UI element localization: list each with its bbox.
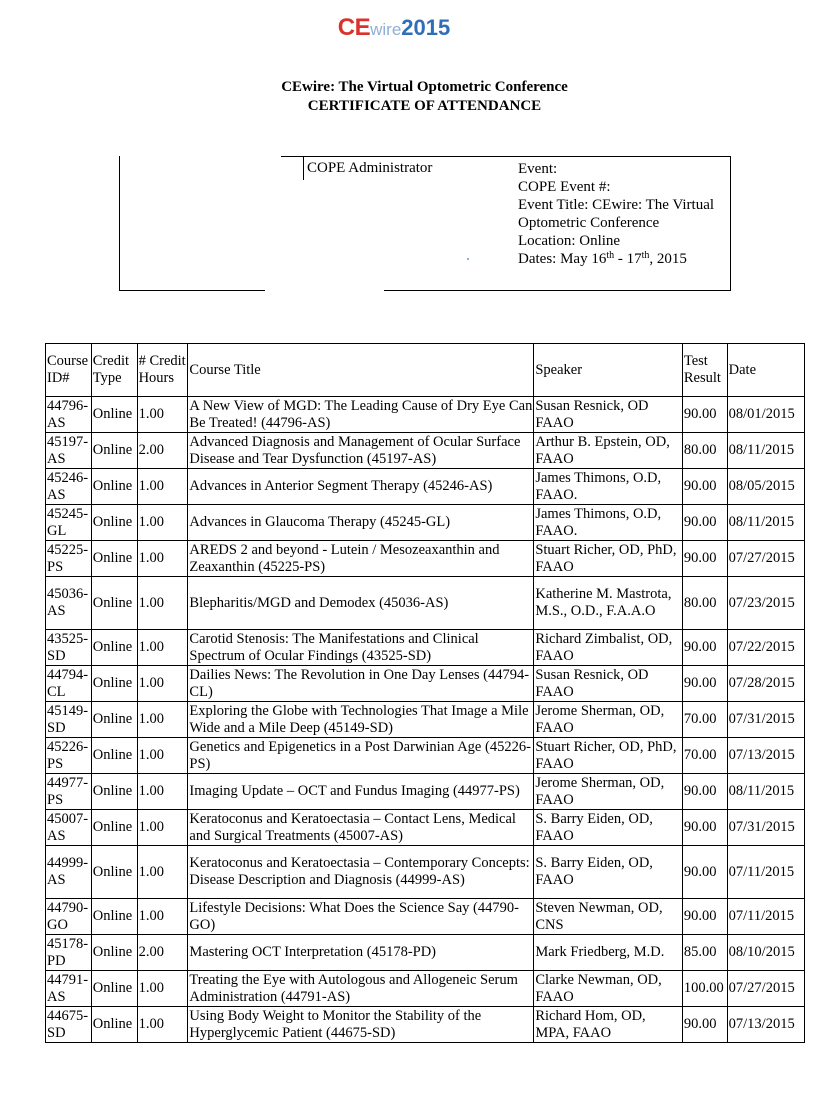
box-border [119,156,120,291]
header-test-result: Test Result [682,344,727,397]
speaker-cell: S. Barry Eiden, OD, FAAO [534,810,683,846]
course-id-cell: 44791-AS [46,971,92,1007]
speaker-cell: Arthur B. Epstein, OD, FAAO [534,433,683,469]
table-row [46,810,805,846]
table-row [46,577,805,630]
course-title-cell: Keratoconus and Keratoectasia – Contemporary Concepts: Disease Description and Diagnosis (44999-AS) [188,846,534,899]
header-course-id: Course ID# [46,344,92,397]
course-title-cell: Genetics and Epigenetics in a Post Darwinian Age (45226-PS) [188,738,534,774]
course-id-cell: 45246-AS [46,469,92,505]
dates-mid: - 17 [614,251,642,267]
table-row [46,899,805,935]
credit-hours-cell: 1.00 [137,541,188,577]
table-row [46,397,805,433]
credit-hours-cell: 1.00 [137,577,188,630]
course-title-cell: Keratoconus and Keratoectasia – Contact Lens, Medical and Surgical Treatments (45007-AS) [188,810,534,846]
logo-ce: CE [337,14,371,41]
dates-sup: th [641,250,650,261]
course-id-cell: 44675-SD [46,1007,92,1043]
test-result-cell: 85.00 [682,935,727,971]
credit-type-cell: Online [91,469,137,505]
course-id-cell: 45197-AS [46,433,92,469]
conference-title: CEwire: The Virtual Optometric Conference [281,79,568,95]
event-title: Event Title: CEwire: The Virtual Optometric Conference [518,197,715,231]
speaker-cell: Clarke Newman, OD, FAAO [534,971,683,1007]
credit-hours-cell: 1.00 [137,810,188,846]
credit-hours-cell: 2.00 [137,433,188,469]
dates-prefix: Dates: May 16 [518,251,607,267]
course-id-cell: 44796-AS [46,397,92,433]
credit-hours-cell: 1.00 [137,702,188,738]
box-border [730,156,731,291]
course-title-cell: Treating the Eye with Autologous and Allogeneic Serum Administration (44791-AS) [188,971,534,1007]
credit-type-cell: Online [91,774,137,810]
credit-hours-cell: 1.00 [137,505,188,541]
table-row [46,666,805,702]
test-result-cell: 70.00 [682,702,727,738]
course-title-cell: Carotid Stenosis: The Manifestations and Clinical Spectrum of Ocular Findings (43525-SD) [188,630,534,666]
course-id-cell: 45036-AS [46,577,92,630]
certificate-title: CERTIFICATE OF ATTENDANCE [307,98,542,114]
credit-hours-cell: 1.00 [137,1007,188,1043]
course-id-cell: 45226-PS [46,738,92,774]
date-cell: 07/31/2015 [727,810,804,846]
course-title-cell: Advanced Diagnosis and Management of Ocular Surface Disease and Tear Dysfunction (45197-AS) [188,433,534,469]
credit-type-cell: Online [91,666,137,702]
credit-hours-cell: 2.00 [137,935,188,971]
course-title-cell: Mastering OCT Interpretation (45178-PD) [188,935,534,971]
course-title-cell: Imaging Update – OCT and Fundus Imaging (44977-PS) [188,774,534,810]
table-row [46,469,805,505]
event-location: Location: Online [518,233,621,249]
header-date: Date [727,344,804,397]
header-course-title: Course Title [188,344,534,397]
credit-hours-cell: 1.00 [137,630,188,666]
date-cell: 07/23/2015 [727,577,804,630]
date-cell: 07/31/2015 [727,702,804,738]
course-id-cell: 45149-SD [46,702,92,738]
test-result-cell: 90.00 [682,630,727,666]
course-id-cell: 45178-PD [46,935,92,971]
speaker-cell: Stuart Richer, OD, PhD, FAAO [534,541,683,577]
course-id-cell: 45225-PS [46,541,92,577]
event-details [518,160,728,268]
speaker-cell: Katherine M. Mastrota, M.S., O.D., F.A.A.O [534,577,683,630]
speaker-cell: Susan Resnick, OD FAAO [534,666,683,702]
credit-type-cell: Online [91,738,137,774]
speaker-cell: Richard Zimbalist, OD, FAAO [534,630,683,666]
credit-type-cell: Online [91,541,137,577]
credit-hours-cell: 1.00 [137,899,188,935]
test-result-cell: 90.00 [682,397,727,433]
credit-type-cell: Online [91,702,137,738]
certificate-header [0,78,821,116]
cope-event-label: COPE Event #: [518,179,611,195]
table-row [46,630,805,666]
table-row [46,702,805,738]
table-row [46,1007,805,1043]
test-result-cell: 90.00 [682,774,727,810]
credit-type-cell: Online [91,577,137,630]
test-result-cell: 90.00 [682,469,727,505]
date-cell: 08/11/2015 [727,505,804,541]
credit-hours-cell: 1.00 [137,469,188,505]
credit-hours-cell: 1.00 [137,666,188,702]
test-result-cell: 90.00 [682,846,727,899]
date-cell: 08/10/2015 [727,935,804,971]
course-id-cell: 43525-SD [46,630,92,666]
table-header-row [46,344,805,397]
box-border [384,290,731,291]
credit-type-cell: Online [91,810,137,846]
credit-type-cell: Online [91,397,137,433]
speaker-cell: Susan Resnick, OD FAAO [534,397,683,433]
speaker-cell: James Thimons, O.D, FAAO. [534,469,683,505]
header-speaker: Speaker [534,344,683,397]
course-title-cell: Advances in Anterior Segment Therapy (45246-AS) [188,469,534,505]
table-row [46,738,805,774]
course-id-cell: 45007-AS [46,810,92,846]
table-row [46,846,805,899]
speaker-cell: Jerome Sherman, OD, FAAO [534,702,683,738]
cewire-2015-logo [0,14,788,42]
table-row [46,433,805,469]
event-info-box [119,156,731,291]
date-cell: 07/13/2015 [727,1007,804,1043]
course-rows [46,397,805,1043]
credit-hours-cell: 1.00 [137,397,188,433]
date-cell: 08/01/2015 [727,397,804,433]
test-result-cell: 80.00 [682,433,727,469]
test-result-cell: 90.00 [682,666,727,702]
date-cell: 07/22/2015 [727,630,804,666]
logo-wire: wire [370,20,402,39]
test-result-cell: 80.00 [682,577,727,630]
date-cell: 07/11/2015 [727,846,804,899]
credit-hours-cell: 1.00 [137,738,188,774]
credit-type-cell: Online [91,505,137,541]
test-result-cell: 90.00 [682,810,727,846]
credit-type-cell: Online [91,846,137,899]
course-id-cell: 44977-PS [46,774,92,810]
test-result-cell: 70.00 [682,738,727,774]
credit-type-cell: Online [91,433,137,469]
decorative-dot [467,258,469,260]
date-cell: 07/13/2015 [727,738,804,774]
speaker-cell: Jerome Sherman, OD, FAAO [534,774,683,810]
box-border [303,156,304,180]
credit-type-cell: Online [91,630,137,666]
test-result-cell: 90.00 [682,541,727,577]
courses-table [45,343,805,1043]
date-cell: 08/11/2015 [727,774,804,810]
speaker-cell: S. Barry Eiden, OD, FAAO [534,846,683,899]
speaker-cell: Mark Friedberg, M.D. [534,935,683,971]
box-border [119,290,265,291]
table-row [46,971,805,1007]
header-credit-type: Credit Type [91,344,137,397]
course-title-cell: Dailies News: The Revolution in One Day Lenses (44794-CL) [188,666,534,702]
course-id-cell: 45245-GL [46,505,92,541]
header-credit-hours: # Credit Hours [137,344,188,397]
speaker-cell: Stuart Richer, OD, PhD, FAAO [534,738,683,774]
credit-type-cell: Online [91,935,137,971]
test-result-cell: 90.00 [682,505,727,541]
credit-hours-cell: 1.00 [137,846,188,899]
course-title-cell: AREDS 2 and beyond - Lutein / Mesozeaxanthin and Zeaxanthin (45225-PS) [188,541,534,577]
credit-type-cell: Online [91,971,137,1007]
credit-type-cell: Online [91,1007,137,1043]
table-row [46,935,805,971]
logo-year: 2015 [401,15,451,40]
speaker-cell: Richard Hom, OD, MPA, FAAO [534,1007,683,1043]
dates-suffix: , 2015 [649,251,687,267]
date-cell: 08/05/2015 [727,469,804,505]
credit-hours-cell: 1.00 [137,971,188,1007]
course-title-cell: Blepharitis/MGD and Demodex (45036-AS) [188,577,534,630]
course-id-cell: 44999-AS [46,846,92,899]
date-cell: 07/28/2015 [727,666,804,702]
table-row [46,541,805,577]
course-id-cell: 44794-CL [46,666,92,702]
credit-type-cell: Online [91,899,137,935]
test-result-cell: 90.00 [682,1007,727,1043]
course-title-cell: Exploring the Globe with Technologies That Image a Mile Wide and a Mile Deep (45149-SD) [188,702,534,738]
cope-administrator: COPE Administrator [307,160,433,176]
course-id-cell: 44790-GO [46,899,92,935]
course-title-cell: A New View of MGD: The Leading Cause of Dry Eye Can Be Treated! (44796-AS) [189,397,533,431]
table-row [46,505,805,541]
speaker-cell: James Thimons, O.D, FAAO. [534,505,683,541]
course-title-cell: Lifestyle Decisions: What Does the Science Say (44790-GO) [188,899,534,935]
date-cell: 07/27/2015 [727,971,804,1007]
date-cell: 07/11/2015 [727,899,804,935]
course-title-cell: Advances in Glaucoma Therapy (45245-GL) [188,505,534,541]
course-title-cell: Using Body Weight to Monitor the Stability of the Hyperglycemic Patient (44675-SD) [188,1007,534,1043]
test-result-cell: 100.00 [682,971,727,1007]
test-result-cell: 90.00 [682,899,727,935]
box-border [281,156,731,157]
speaker-cell: Steven Newman, OD, CNS [534,899,683,935]
event-dates [518,250,728,268]
event-label: Event: [518,161,558,177]
dates-sup: th [606,250,615,261]
table-row [46,774,805,810]
date-cell: 07/27/2015 [727,541,804,577]
date-cell: 08/11/2015 [727,433,804,469]
credit-hours-cell: 1.00 [137,774,188,810]
